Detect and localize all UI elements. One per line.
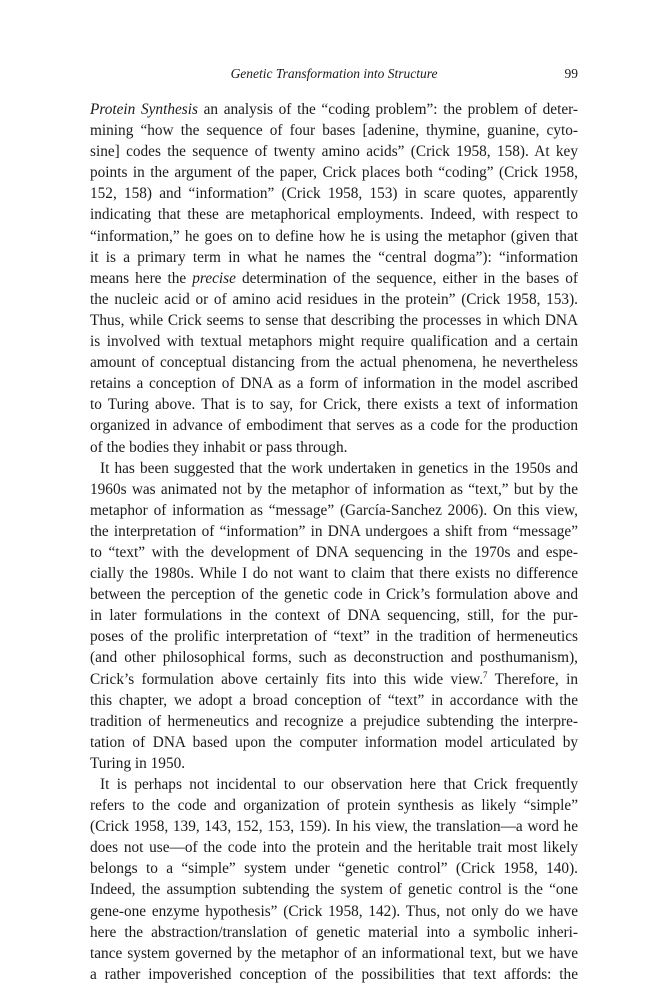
text-segment: poses of the prolific interpretation of “text” in the tradition of hermeneutics bbox=[90, 628, 578, 646]
text-line bbox=[90, 690, 578, 711]
text-segment: mining “how the sequence of four bases [adenine, thymine, guanine, cyto- bbox=[90, 122, 578, 140]
text-segment: It is perhaps not incidental to our observation here that Crick frequently bbox=[100, 776, 578, 793]
text-line bbox=[90, 753, 578, 774]
text-segment: Therefore, in bbox=[487, 670, 578, 688]
text-line bbox=[90, 943, 578, 964]
text-line bbox=[90, 352, 578, 373]
text-segment: the nucleic acid or of amino acid residues in the protein” (Crick 1958, 153). bbox=[90, 290, 578, 308]
text-line bbox=[90, 310, 578, 331]
text-segment: Thus, while Crick seems to sense that describing the processes in which DNA bbox=[90, 311, 578, 329]
page-number: 99 bbox=[564, 66, 578, 81]
text-line bbox=[90, 141, 578, 162]
text-line bbox=[90, 837, 578, 858]
text-segment: it is a primary term in what he names the “central dogma”): “information bbox=[90, 248, 578, 266]
text-line bbox=[90, 669, 578, 690]
running-head: Genetic Transformation into Structure bbox=[230, 66, 438, 81]
text-line bbox=[90, 331, 578, 352]
text-segment: tance system governed by the metaphor of an informational text, but we have bbox=[90, 944, 578, 962]
footnote-marker: 7 bbox=[483, 669, 488, 680]
text-segment: Turing in 1950. bbox=[90, 754, 186, 772]
text-segment: metaphor of information as “message” (García-Sanchez 2006). On this view, bbox=[90, 501, 578, 519]
text-segment: amount of conceptual distancing from the actual phenomena, he nevertheless bbox=[90, 354, 578, 372]
text-segment: the interpretation of “information” in DNA undergoes a shift from “message” bbox=[90, 522, 578, 540]
text-segment: a rather impoverished conception of the possibilities that text affords: the bbox=[90, 965, 578, 983]
text-line bbox=[90, 437, 578, 458]
text-line bbox=[90, 563, 578, 584]
text-segment: points in the argument of the paper, Crick places both “coding” (Crick 1958, bbox=[90, 164, 578, 182]
text-segment: retains a conception of DNA as a form of information in the model ascribed bbox=[90, 375, 578, 393]
text-line bbox=[90, 626, 578, 647]
text-line bbox=[90, 711, 578, 732]
text-segment: “information,” he goes on to define how he is using the metaphor (given that bbox=[90, 227, 578, 245]
text-line bbox=[90, 268, 578, 289]
text-line bbox=[90, 795, 578, 816]
italic-text: precise bbox=[192, 269, 236, 287]
text-line bbox=[90, 816, 578, 837]
text-segment: this chapter, we adopt a broad conception of “text” in accordance with the bbox=[90, 691, 578, 709]
text-line bbox=[90, 858, 578, 879]
text-segment: gene-one enzyme hypothesis” (Crick 1958, 142). Thus, not only do we have bbox=[90, 902, 578, 920]
text-line bbox=[90, 394, 578, 415]
text-segment: to “text” with the development of DNA sequencing in the 1970s and espe- bbox=[90, 543, 578, 561]
text-line bbox=[90, 542, 578, 563]
text-segment: tation of DNA based upon the computer information model articulated by bbox=[90, 733, 578, 751]
text-line bbox=[90, 879, 578, 900]
text-line bbox=[90, 479, 578, 500]
text-line bbox=[90, 373, 578, 394]
text-segment: belongs to a “simple” system under “genetic control” (Crick 1958, 140). bbox=[90, 860, 578, 878]
text-line bbox=[90, 647, 578, 668]
text-segment: 152, 158) and “information” (Crick 1958, 153) in scare quotes, apparently bbox=[90, 185, 578, 203]
text-segment: determination of the sequence, either in the bases of bbox=[235, 269, 579, 287]
text-line bbox=[90, 922, 578, 943]
body-text bbox=[90, 99, 578, 985]
text-segment: here the abstraction/translation of genetic material into a symbolic inheri- bbox=[90, 923, 578, 941]
text-segment: Indeed, the assumption subtending the system of genetic control is the “one bbox=[90, 881, 578, 899]
text-segment: (and other philosophical forms, such as deconstruction and posthumanism), bbox=[90, 649, 578, 667]
text-line bbox=[90, 964, 578, 985]
text-line bbox=[90, 99, 578, 120]
text-segment: between the perception of the genetic code in Crick’s formulation above and bbox=[90, 586, 578, 604]
text-segment: It has been suggested that the work undertaken in genetics in the 1950s and bbox=[100, 459, 578, 477]
text-line bbox=[90, 521, 578, 542]
text-segment: indicating that these are metaphorical employments. Indeed, with respect to bbox=[90, 206, 578, 224]
text-line bbox=[90, 415, 578, 436]
text-line bbox=[90, 605, 578, 626]
text-line bbox=[90, 204, 578, 225]
italic-text: Protein Synthesis bbox=[90, 101, 198, 118]
text-segment: Crick’s formulation above certainly fits into this wide view. bbox=[90, 670, 484, 688]
text-segment: (Crick 1958, 139, 143, 152, 153, 159). In his view, the translation—a word he bbox=[90, 818, 578, 836]
text-segment: to Turing above. That is to say, for Crick, there exists a text of information bbox=[90, 396, 578, 414]
text-segment: is involved with textual metaphors might require qualification and a certain bbox=[90, 333, 578, 351]
text-line bbox=[90, 120, 578, 141]
text-segment: organized in advance of embodiment that serves as a code for the production bbox=[90, 417, 578, 435]
text-line bbox=[90, 774, 578, 795]
text-line bbox=[90, 289, 578, 310]
text-line bbox=[90, 226, 578, 247]
text-segment: means here the bbox=[90, 269, 193, 287]
text-segment: refers to the code and organization of protein synthesis as likely “simple” bbox=[90, 797, 578, 815]
text-segment: sine] codes the sequence of twenty amino acids” (Crick 1958, 158). At key bbox=[90, 143, 578, 161]
text-line bbox=[90, 183, 578, 204]
text-segment: 1960s was animated not by the metaphor of information as “text,” but by the bbox=[90, 480, 578, 498]
text-line bbox=[90, 584, 578, 605]
text-line bbox=[90, 732, 578, 753]
text-line bbox=[90, 500, 578, 521]
text-segment: does not use—of the code into the protein and the heritable trait most likely bbox=[90, 839, 578, 857]
text-line bbox=[90, 901, 578, 922]
text-segment: tradition of hermeneutics and recognize a prejudice subtending the interpre- bbox=[90, 712, 578, 730]
text-segment: an analysis of the “coding problem”: the problem of deter- bbox=[197, 101, 578, 118]
text-line bbox=[90, 458, 578, 479]
page-header bbox=[90, 66, 578, 86]
text-segment: of the bodies they inhabit or pass through. bbox=[90, 438, 348, 456]
text-line bbox=[90, 247, 578, 268]
text-line bbox=[90, 162, 578, 183]
text-segment: cially the 1980s. While I do not want to claim that there exists no difference bbox=[90, 565, 578, 583]
text-segment: in later formulations in the context of DNA sequencing, still, for the pur- bbox=[90, 607, 578, 625]
